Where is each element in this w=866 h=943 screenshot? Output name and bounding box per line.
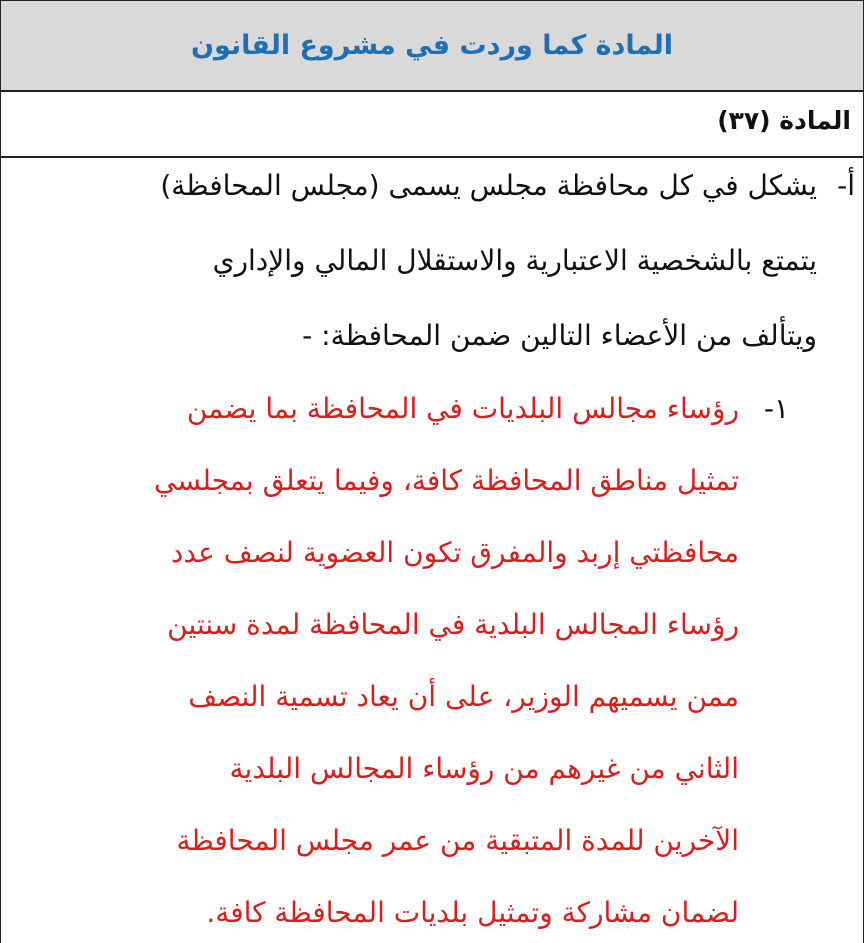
clause-line: يشكل في كل محافظة مجلس يسمى (مجلس المحافظة): [160, 169, 817, 202]
item-marker: ١-: [763, 392, 789, 425]
clause-line: ويتألف من الأعضاء التالين ضمن المحافظة: -: [302, 319, 817, 352]
item-line: الثاني من غيرهم من رؤساء المجالس البلدية: [229, 752, 739, 785]
item-line: رؤساء المجالس البلدية في المحافظة لمدة سنتين: [167, 608, 739, 641]
item-line: الآخرين للمدة المتبقية من عمر مجلس المحافظة: [176, 824, 739, 857]
item-line: رؤساء مجالس البلديات في المحافظة بما يضمن: [186, 392, 739, 425]
item-line: محافظتي إربد والمفرق تكون العضوية لنصف عدد: [170, 536, 739, 569]
item-line: تمثيل مناطق المحافظة كافة، وفيما يتعلق بمجلسي: [154, 464, 739, 497]
item-line: لضمان مشاركة وتمثيل بلديات المحافظة كافة.: [206, 896, 739, 929]
table-header-cell: [0, 0, 864, 92]
clause-line: يتمتع بالشخصية الاعتبارية والاستقلال المالي والإداري: [212, 244, 817, 277]
clause-marker: أ-: [837, 169, 855, 202]
article-number-label: المادة (٣٧): [717, 106, 851, 135]
table-header-title: المادة كما وردت في مشروع القانون: [191, 30, 673, 61]
article-number-row: [0, 92, 864, 158]
item-line: ممن يسميهم الوزير، على أن يعاد تسمية النصف: [188, 680, 739, 713]
article-body-cell: [0, 158, 864, 943]
